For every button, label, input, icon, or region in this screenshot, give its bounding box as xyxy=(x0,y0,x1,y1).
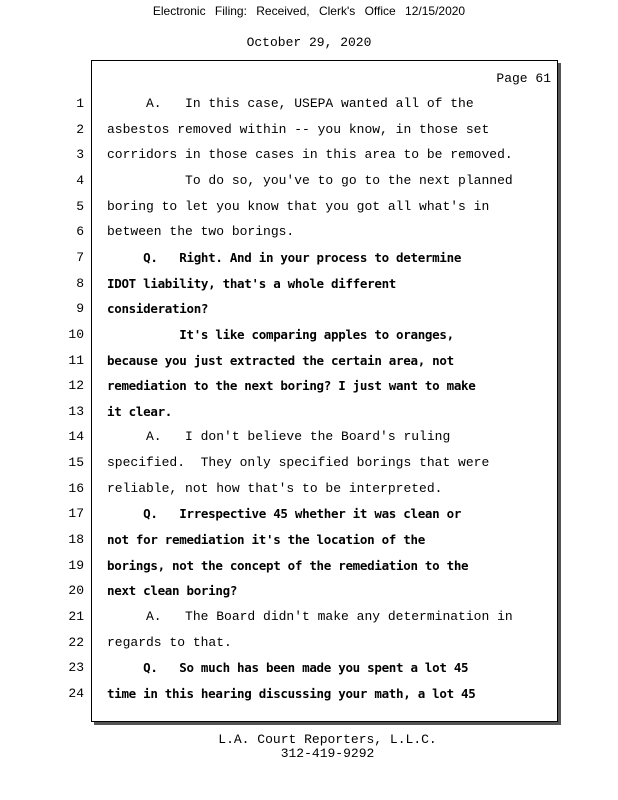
transcript-line: It's like comparing apples to oranges, xyxy=(107,326,454,342)
line-number: 3 xyxy=(76,147,84,163)
transcript-line: remediation to the next boring? I just want to make xyxy=(107,378,476,394)
line-number: 17 xyxy=(68,506,84,522)
transcript-line: because you just extracted the certain area, not xyxy=(107,352,454,368)
transcript-line: between the two borings. xyxy=(107,224,295,240)
transcript-line: A. I don't believe the Board's ruling xyxy=(107,429,451,445)
line-number: 10 xyxy=(68,326,84,342)
line-number: 11 xyxy=(68,352,84,368)
line-number: 1 xyxy=(76,96,84,111)
transcript-line: not for remediation it's the location of the xyxy=(107,532,425,548)
line-number: 16 xyxy=(68,480,84,496)
transcript-date: October 29, 2020 xyxy=(246,35,372,50)
line-number: 8 xyxy=(76,275,84,291)
transcript-line: asbestos removed within -- you know, in those set xyxy=(107,121,490,137)
line-number: 20 xyxy=(68,583,84,599)
transcript-line: specified. They only specified borings that were xyxy=(107,455,490,471)
transcript-line: regards to that. xyxy=(107,634,232,650)
line-number: 19 xyxy=(68,557,84,573)
line-number: 13 xyxy=(68,403,84,419)
line-number: 14 xyxy=(68,429,84,445)
page-number: Page 61 xyxy=(496,71,551,86)
transcript-line: To do so, you've to go to the next planned xyxy=(107,172,513,188)
transcript-line: A. In this case, USEPA wanted all of the xyxy=(107,96,474,111)
transcript-line: Q. Irrespective 45 whether it was clean or xyxy=(107,506,462,522)
transcript-line: time in this hearing discussing your math, a lot 45 xyxy=(107,685,476,701)
line-number: 24 xyxy=(68,685,84,701)
line-number: 2 xyxy=(76,121,84,137)
line-number: 12 xyxy=(68,378,84,394)
line-number: 7 xyxy=(76,249,84,265)
line-number: 18 xyxy=(68,532,84,548)
transcript-line: A. The Board didn't make any determination in xyxy=(107,609,513,624)
footer xyxy=(0,733,618,761)
transcript-line: Q. So much has been made you spent a lot 45 xyxy=(107,660,469,676)
transcript-line: corridors in those cases in this area to be removed. xyxy=(107,147,513,163)
line-number: 6 xyxy=(76,224,84,240)
line-number: 9 xyxy=(76,301,84,317)
transcript-line: it clear. xyxy=(107,403,173,419)
transcript-line: borings, not the concept of the remediation to the xyxy=(107,557,469,573)
line-number: 5 xyxy=(76,198,84,214)
electronic-filing-stamp: Electronic Filing: Received, Clerk's Office 12/15/2020 xyxy=(152,4,466,18)
transcript-line: Q. Right. And in your process to determine xyxy=(107,249,462,265)
transcript-line: IDOT liability, that's a whole different xyxy=(107,275,397,291)
line-number: 23 xyxy=(68,660,84,676)
line-number: 15 xyxy=(68,455,84,471)
line-number: 4 xyxy=(76,172,84,188)
transcript-line: boring to let you know that you got all what's in xyxy=(107,198,490,214)
transcript-line: next clean boring? xyxy=(107,583,238,599)
reporter-company: L.A. Court Reporters, L.L.C. xyxy=(218,732,437,747)
transcript-line: reliable, not how that's to be interpreted. xyxy=(107,480,443,496)
transcript-line: consideration? xyxy=(107,301,209,317)
reporter-phone: 312-419-9292 xyxy=(280,746,375,761)
line-number: 22 xyxy=(68,634,84,650)
line-number: 21 xyxy=(68,609,84,624)
